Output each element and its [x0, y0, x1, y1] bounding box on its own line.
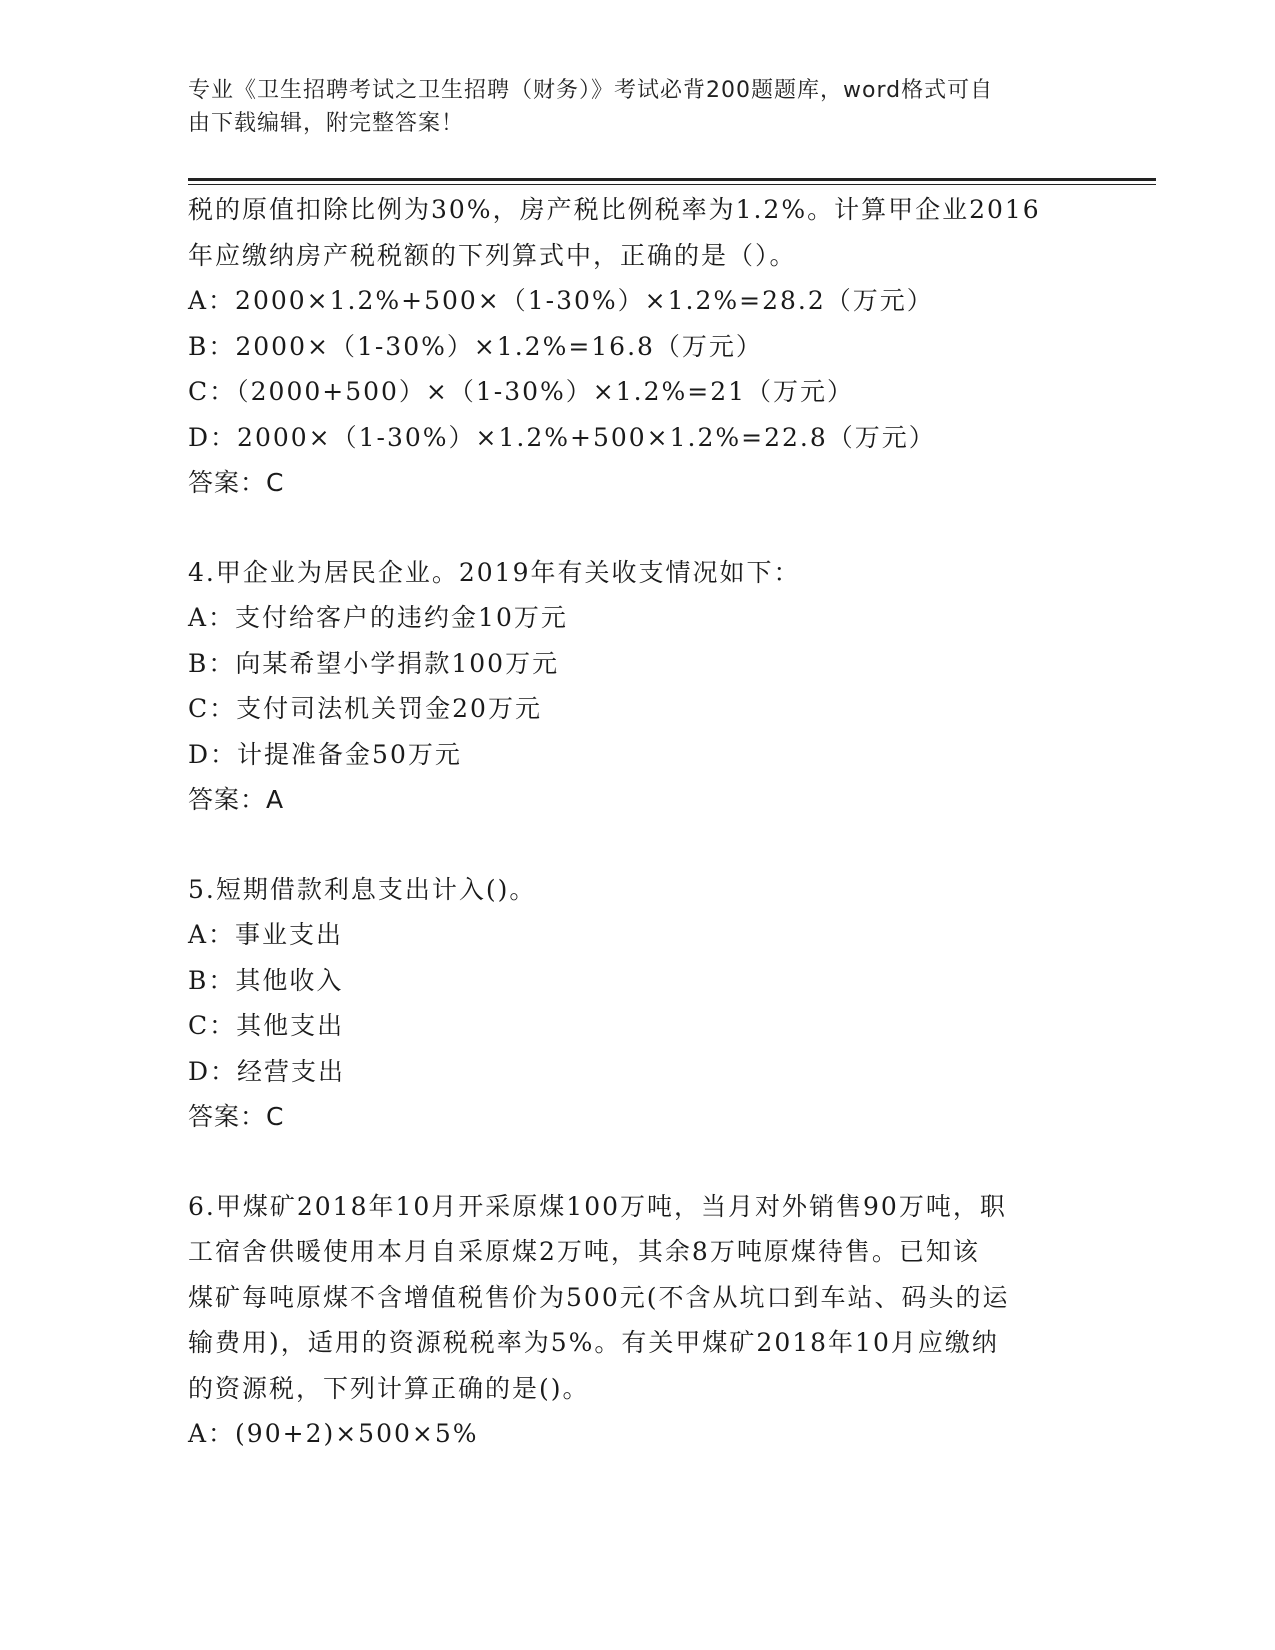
- option-d: D：2000×（1-30%）×1.2%+500×1.2%=22.8（万元）: [188, 422, 936, 452]
- question-stem-line: 输费用)，适用的资源税税率为5%。有关甲煤矿2018年10月应缴纳: [188, 1328, 999, 1357]
- header-line-1: 专业《卫生招聘考试之卫生招聘（财务）》考试必背200题题库，word格式可自: [188, 78, 994, 103]
- question-4: [188, 550, 1088, 823]
- question-stem-line: 的资源税，下列计算正确的是()。: [188, 1373, 590, 1403]
- option-a: A：支付给客户的违约金10万元: [188, 603, 568, 632]
- question-stem-line: 6.甲煤矿2018年10月开采原煤100万吨，当月对外销售90万吨，职: [188, 1191, 1007, 1221]
- option-a: A：2000×1.2%+500×（1-30%）×1.2%=28.2（万元）: [188, 286, 934, 315]
- document-header: [188, 74, 1068, 140]
- question-stem-line: 煤矿每吨原煤不含增值税售价为500元(不含从坑口到车站、码头的运: [188, 1282, 1010, 1312]
- question-stem-line: 税的原值扣除比例为30%，房产税比例税率为1.2%。计算甲企业2016: [188, 195, 1041, 224]
- option-c: C：其他支出: [188, 1011, 345, 1040]
- answer-line: 答案：C: [188, 1102, 285, 1131]
- option-d: D：经营支出: [188, 1056, 346, 1086]
- option-b: B：其他收入: [188, 965, 344, 995]
- question-6: [188, 1184, 1088, 1457]
- header-line-2: 由下载编辑，附完整答案！: [188, 111, 465, 136]
- question-stem-line: 5.短期借款利息支出计入()。: [188, 874, 537, 904]
- option-a: A：(90+2)×500×5%: [188, 1419, 479, 1448]
- question-spacer: [188, 823, 1088, 867]
- question-stem-line: 年应缴纳房产税税额的下列算式中，正确的是（）。: [188, 240, 797, 270]
- option-b: B：向某希望小学捐款100万元: [188, 648, 560, 678]
- option-d: D：计提准备金50万元: [188, 739, 462, 769]
- option-c: C：（2000+500）×（1-30%）×1.2%=21（万元）: [188, 377, 855, 406]
- question-stem-line: 4.甲企业为居民企业。2019年有关收支情况如下：: [188, 557, 801, 587]
- question-3: [188, 187, 1088, 506]
- header-divider-thick: [188, 178, 1156, 181]
- question-content: [188, 187, 1088, 1457]
- question-5: [188, 867, 1088, 1140]
- option-b: B：2000×（1-30%）×1.2%=16.8（万元）: [188, 331, 763, 361]
- question-spacer: [188, 1140, 1088, 1184]
- answer-line: 答案：C: [188, 468, 285, 497]
- question-spacer: [188, 506, 1088, 550]
- option-c: C：支付司法机关罚金20万元: [188, 694, 542, 723]
- question-stem-line: 工宿舍供暖使用本月自采原煤2万吨，其余8万吨原煤待售。已知该: [188, 1237, 980, 1266]
- option-a: A：事业支出: [188, 920, 344, 949]
- header-divider-thin: [188, 184, 1156, 185]
- answer-line: 答案：A: [188, 785, 285, 814]
